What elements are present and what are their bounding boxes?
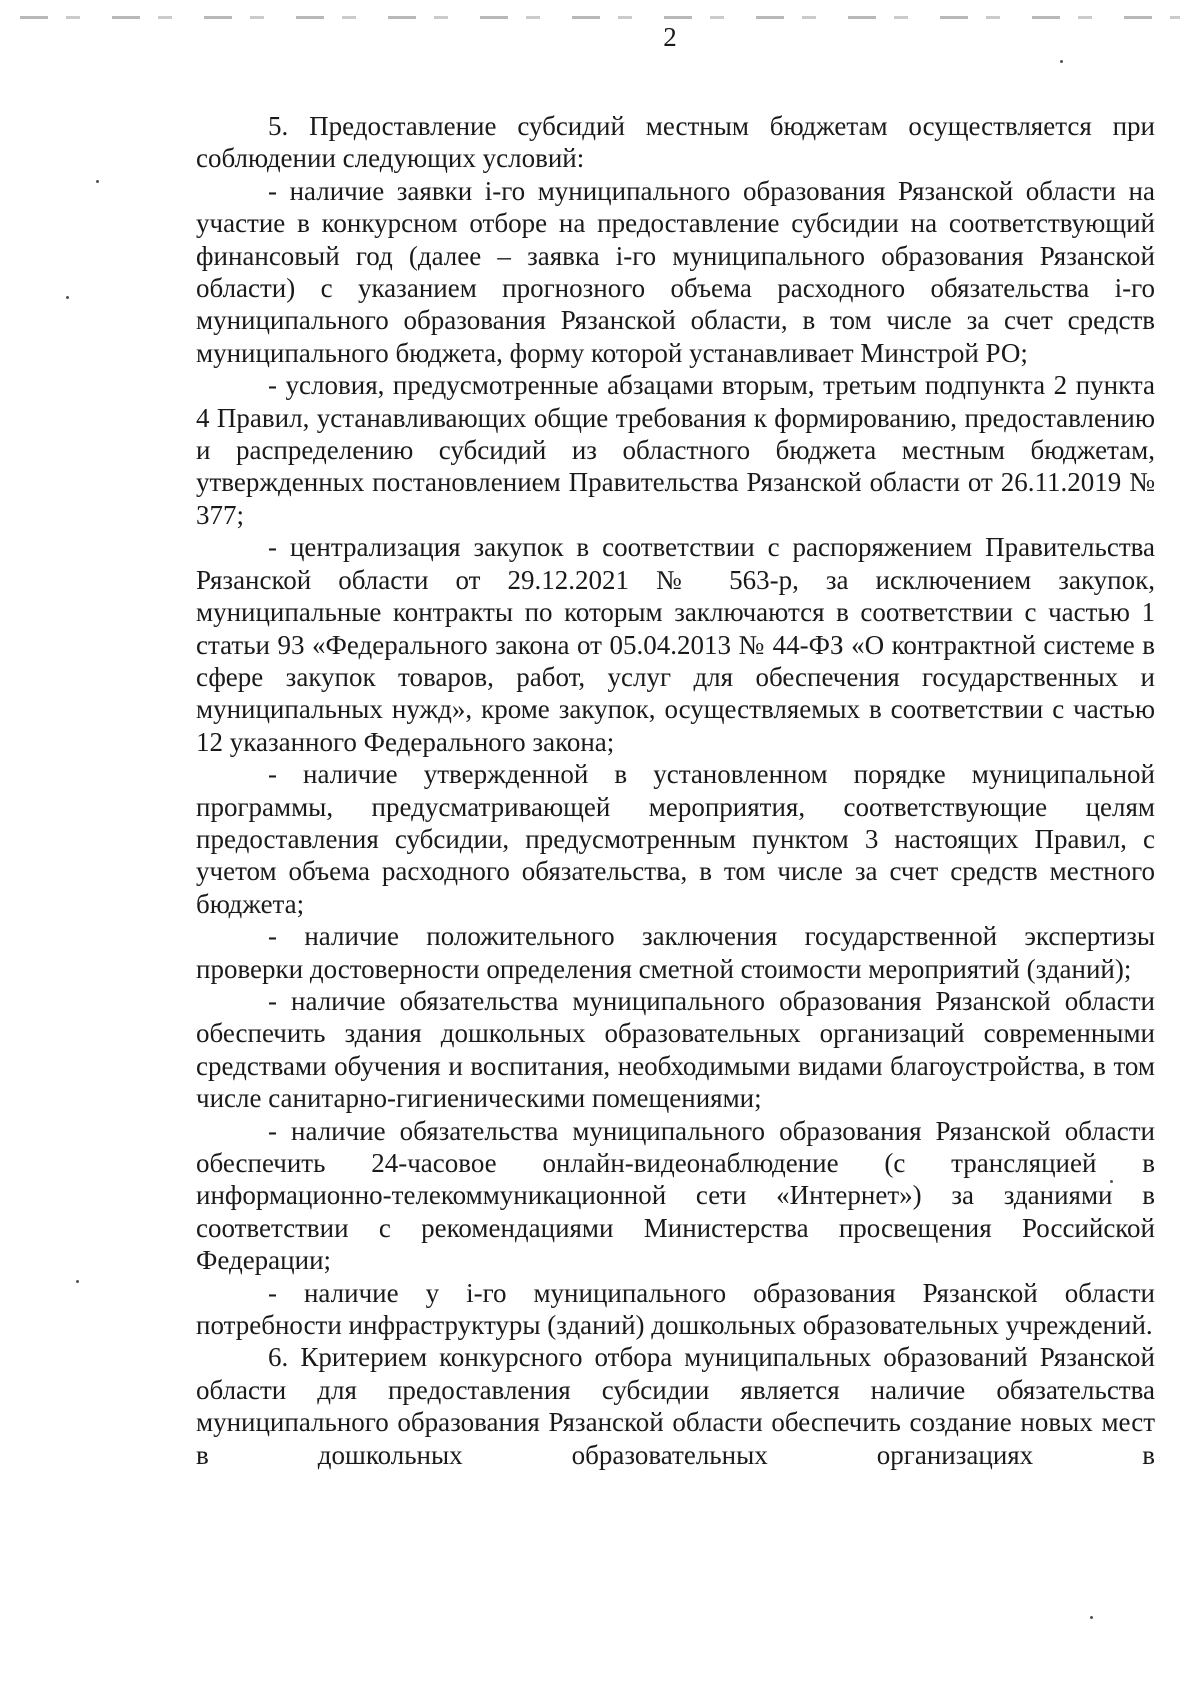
paragraph-condition-infrastructure: - наличие у i-го муниципального образования Рязанской области потребности инфраструктуры (зданий) дошкольных образовательных учреждений. [196, 1277, 1155, 1341]
paragraph-condition-program: - наличие утвержденной в установленном порядке муниципальной программы, предусматривающей мероприятия, соответствующие целям предоставления субсидии, предусмотренным пунктом 3 настоящих Правил, с учетом объема расходного обязательства, в том числе за счет средств местного бюджета; [196, 759, 1155, 919]
paragraph-condition-equipment: - наличие обязательства муниципального образования Рязанской области обеспечить здания дошкольных образовательных организаций современными средствами обучения и воспитания, необходимыми видами благоустройства, в том числе санитарно-гигиеническими помещениями; [196, 985, 1155, 1114]
scan-speck [1060, 60, 1063, 63]
paragraph-condition-procurement: - централизация закупок в соответствии с распоряжением Правительства Рязанской области от 29.12.2021 № 563-р, за исключением закупок, муниципальные контракты по которым заключаются в соответствии с частью 1 статьи 93 «Федерального закона от 05.04.2013 № 44-ФЗ «О контрактной системе в сфере закупок товаров, работ, услуг для обеспечения государственных и муниципальных нужд», кроме закупок, осуществляемых в соответствии с частью 12 указанного Федерального закона; [196, 532, 1155, 757]
document-body [196, 110, 1155, 1471]
paragraph-condition-application: - наличие заявки i-го муниципального образования Рязанской области на участие в конкурсном отборе на предоставление субсидии на соответствующий финансовый год (далее – заявка i-го муниципального образования Рязанской области) с указанием прогнозного объема расходного обязательства i-го муниципального образования Рязанской области, в том числе за счет средств муниципального бюджета, форму которой устанавливает Минстрой РО; [196, 175, 1155, 368]
scan-speck [76, 1280, 79, 1283]
page-number: 2 [663, 22, 677, 52]
scan-speck [66, 296, 69, 299]
scan-speck [1090, 1616, 1093, 1619]
paragraph-condition-rules: - условия, предусмотренные абзацами вторым, третьим подпункта 2 пункта 4 Правил, устанавливающих общие требования к формированию, предоставлению и распределению субсидий из областного бюджета местным бюджетам, утвержденных постановлением Правительства Рязанской области от 26.11.2019 № 377; [196, 370, 1155, 530]
paragraph-condition-expertise: - наличие положительного заключения государственной экспертизы проверки достоверности определения сметной стоимости мероприятий (зданий); [196, 921, 1155, 984]
scan-artifact-top-line [20, 16, 1180, 19]
paragraph-clause-6: 6. Критерием конкурсного отбора муниципальных образований Рязанской области для предоставления субсидии является наличие обязательства муниципального образования Рязанской области обеспечить создание новых мест в дошкольных образовательных организациях в [196, 1342, 1155, 1470]
scan-speck [96, 180, 99, 183]
paragraph-clause-5: 5. Предоставление субсидий местным бюджетам осуществляется при соблюдении следующих условий: [196, 111, 1155, 174]
paragraph-condition-video: - наличие обязательства муниципального образования Рязанской области обеспечить 24-часовое онлайн-видеонаблюдение (с трансляцией в информационно-телекоммуникационной сети «Интернет») за зданиями в соответствии с рекомендациями Министерства просвещения Российской Федерации; [196, 1115, 1155, 1276]
